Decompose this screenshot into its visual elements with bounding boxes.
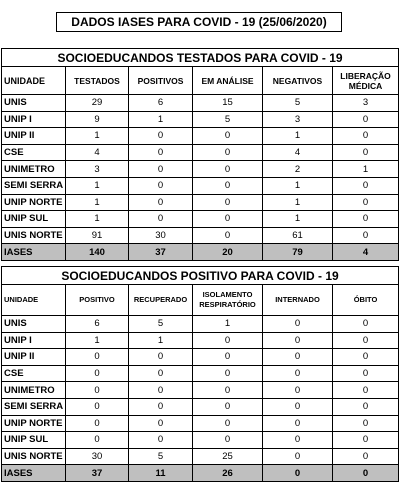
value-cell: 0: [193, 332, 263, 349]
value-cell: 0: [193, 227, 263, 244]
table-row: [2, 194, 399, 211]
value-cell: 1: [263, 128, 333, 145]
value-cell: 6: [66, 316, 129, 333]
value-cell: 0: [66, 432, 129, 449]
value-cell: 6: [129, 95, 193, 112]
value-cell: 0: [333, 211, 399, 228]
total-value-cell: 0: [333, 465, 399, 482]
value-cell: 0: [129, 415, 193, 432]
value-cell: 0: [333, 398, 399, 415]
total-label-cell: IASES: [2, 244, 66, 261]
value-cell: 0: [193, 349, 263, 366]
value-cell: 0: [333, 365, 399, 382]
column-header: UNIDADE: [2, 67, 66, 95]
value-cell: 0: [333, 415, 399, 432]
value-cell: 0: [129, 194, 193, 211]
value-cell: 9: [66, 111, 129, 128]
positive-table: [1, 266, 399, 482]
value-cell: 15: [193, 95, 263, 112]
table-row: [2, 316, 399, 333]
total-value-cell: 11: [129, 465, 193, 482]
unit-name-cell: UNIP II: [2, 349, 66, 366]
value-cell: 0: [193, 194, 263, 211]
unit-name-cell: UNIMETRO: [2, 382, 66, 399]
total-value-cell: 20: [193, 244, 263, 261]
value-cell: 1: [193, 316, 263, 333]
value-cell: 0: [263, 398, 333, 415]
value-cell: 0: [193, 398, 263, 415]
total-value-cell: 4: [333, 244, 399, 261]
table-row: [2, 398, 399, 415]
column-header: UNIDADE: [2, 285, 66, 316]
value-cell: 1: [129, 111, 193, 128]
value-cell: 0: [129, 128, 193, 145]
table-row: [2, 161, 399, 178]
value-cell: 0: [129, 432, 193, 449]
value-cell: 0: [263, 349, 333, 366]
unit-name-cell: CSE: [2, 144, 66, 161]
total-value-cell: 26: [193, 465, 263, 482]
value-cell: 0: [263, 316, 333, 333]
total-value-cell: 37: [129, 244, 193, 261]
value-cell: 2: [263, 161, 333, 178]
value-cell: 4: [66, 144, 129, 161]
total-value-cell: 140: [66, 244, 129, 261]
value-cell: 0: [193, 144, 263, 161]
total-value-cell: 79: [263, 244, 333, 261]
table-row: [2, 415, 399, 432]
value-cell: 0: [66, 349, 129, 366]
unit-name-cell: UNIP NORTE: [2, 194, 66, 211]
tested-table: [1, 48, 399, 261]
value-cell: 0: [333, 227, 399, 244]
column-header: NEGATIVOS: [263, 67, 333, 95]
table-header-row: [2, 285, 399, 316]
value-cell: 0: [263, 432, 333, 449]
value-cell: 0: [333, 111, 399, 128]
table-row: [2, 95, 399, 112]
table-header-row: [2, 67, 399, 95]
value-cell: 5: [129, 448, 193, 465]
value-cell: 0: [263, 448, 333, 465]
section-title: SOCIOEDUCANDOS TESTADOS PARA COVID - 19: [2, 49, 399, 67]
value-cell: 1: [66, 194, 129, 211]
table-row: [2, 227, 399, 244]
value-cell: 0: [66, 365, 129, 382]
unit-name-cell: UNIP I: [2, 332, 66, 349]
value-cell: 30: [66, 448, 129, 465]
value-cell: 0: [129, 211, 193, 228]
table-row: [2, 211, 399, 228]
value-cell: 0: [66, 415, 129, 432]
table-row: [2, 144, 399, 161]
value-cell: 0: [333, 332, 399, 349]
table-row: [2, 365, 399, 382]
column-header: ISOLAMENTO RESPIRATÓRIO: [193, 285, 263, 316]
value-cell: 1: [129, 332, 193, 349]
total-row: [2, 465, 399, 482]
value-cell: 29: [66, 95, 129, 112]
page-title: DADOS IASES PARA COVID - 19 (25/06/2020): [56, 12, 342, 32]
value-cell: 61: [263, 227, 333, 244]
value-cell: 0: [129, 382, 193, 399]
value-cell: 0: [193, 432, 263, 449]
table-row: [2, 111, 399, 128]
value-cell: 0: [129, 349, 193, 366]
value-cell: 0: [129, 177, 193, 194]
column-header: ÓBITO: [333, 285, 399, 316]
value-cell: 1: [263, 177, 333, 194]
value-cell: 1: [66, 211, 129, 228]
unit-name-cell: UNIP NORTE: [2, 415, 66, 432]
unit-name-cell: UNIS NORTE: [2, 227, 66, 244]
column-header: RECUPERADO: [129, 285, 193, 316]
unit-name-cell: UNIP SUL: [2, 211, 66, 228]
value-cell: 0: [333, 349, 399, 366]
value-cell: 0: [333, 144, 399, 161]
value-cell: 0: [333, 177, 399, 194]
unit-name-cell: UNIP II: [2, 128, 66, 145]
value-cell: 1: [66, 332, 129, 349]
value-cell: 91: [66, 227, 129, 244]
value-cell: 1: [66, 177, 129, 194]
unit-name-cell: UNIP I: [2, 111, 66, 128]
table-row: [2, 382, 399, 399]
table-row: [2, 432, 399, 449]
value-cell: 1: [66, 128, 129, 145]
column-header: POSITIVO: [66, 285, 129, 316]
value-cell: 5: [263, 95, 333, 112]
value-cell: 0: [193, 415, 263, 432]
value-cell: 0: [129, 144, 193, 161]
table-row: [2, 128, 399, 145]
unit-name-cell: UNIS NORTE: [2, 448, 66, 465]
table-row: [2, 349, 399, 366]
value-cell: 0: [333, 128, 399, 145]
unit-name-cell: SEMI SERRA: [2, 398, 66, 415]
value-cell: 0: [129, 161, 193, 178]
value-cell: 0: [66, 398, 129, 415]
value-cell: 0: [193, 177, 263, 194]
value-cell: 0: [333, 194, 399, 211]
total-label-cell: IASES: [2, 465, 66, 482]
value-cell: 0: [129, 398, 193, 415]
value-cell: 0: [263, 332, 333, 349]
section-title: SOCIOEDUCANDOS POSITIVO PARA COVID - 19: [2, 267, 399, 285]
value-cell: 1: [333, 161, 399, 178]
value-cell: 3: [66, 161, 129, 178]
column-header: INTERNADO: [263, 285, 333, 316]
value-cell: 0: [333, 316, 399, 333]
value-cell: 30: [129, 227, 193, 244]
column-header: POSITIVOS: [129, 67, 193, 95]
table-row: [2, 177, 399, 194]
value-cell: 1: [263, 211, 333, 228]
value-cell: 0: [333, 448, 399, 465]
unit-name-cell: UNIS: [2, 316, 66, 333]
value-cell: 1: [263, 194, 333, 211]
column-header: EM ANÁLISE: [193, 67, 263, 95]
value-cell: 0: [66, 382, 129, 399]
unit-name-cell: CSE: [2, 365, 66, 382]
unit-name-cell: SEMI SERRA: [2, 177, 66, 194]
value-cell: 0: [263, 415, 333, 432]
value-cell: 0: [193, 382, 263, 399]
value-cell: 0: [193, 128, 263, 145]
value-cell: 0: [333, 382, 399, 399]
value-cell: 25: [193, 448, 263, 465]
total-row: [2, 244, 399, 261]
value-cell: 0: [129, 365, 193, 382]
column-header: LIBERAÇÃO MÉDICA: [333, 67, 399, 95]
total-value-cell: 0: [263, 465, 333, 482]
value-cell: 3: [333, 95, 399, 112]
unit-name-cell: UNIMETRO: [2, 161, 66, 178]
value-cell: 0: [193, 365, 263, 382]
value-cell: 0: [193, 161, 263, 178]
value-cell: 3: [263, 111, 333, 128]
value-cell: 0: [333, 432, 399, 449]
value-cell: 5: [129, 316, 193, 333]
unit-name-cell: UNIP SUL: [2, 432, 66, 449]
value-cell: 0: [263, 382, 333, 399]
total-value-cell: 37: [66, 465, 129, 482]
table-row: [2, 448, 399, 465]
value-cell: 4: [263, 144, 333, 161]
column-header: TESTADOS: [66, 67, 129, 95]
value-cell: 0: [263, 365, 333, 382]
table-row: [2, 332, 399, 349]
value-cell: 0: [193, 211, 263, 228]
unit-name-cell: UNIS: [2, 95, 66, 112]
value-cell: 5: [193, 111, 263, 128]
